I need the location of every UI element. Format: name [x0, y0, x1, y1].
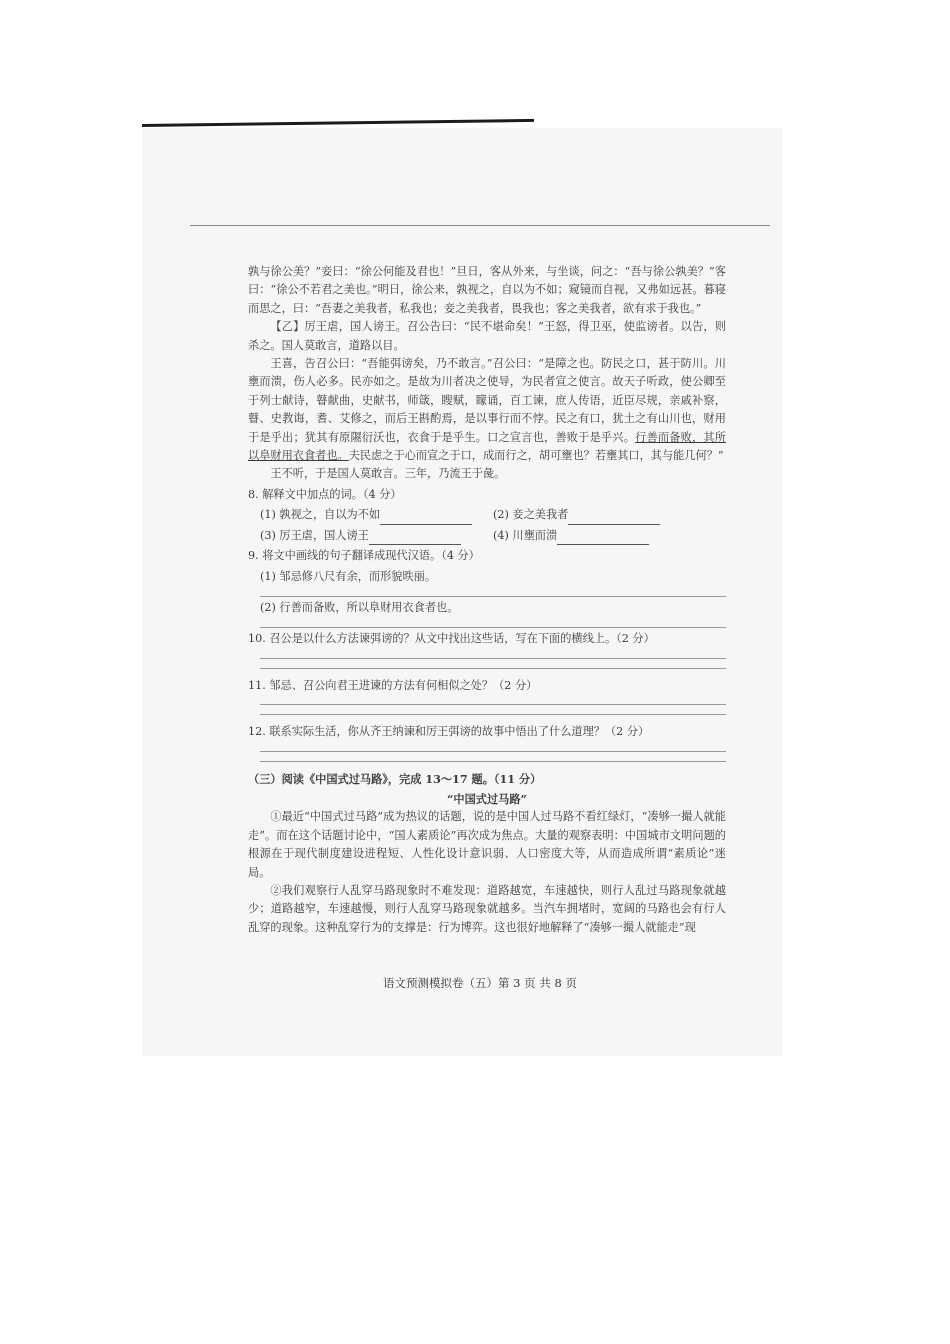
question-10-stem: 10. 召公是以什么方法谏弭谤的？从文中找出这些话，写在下面的横线上。（2 分）	[248, 632, 655, 646]
answer-blank[interactable]	[568, 512, 660, 525]
passage-a-paragraph: 孰与徐公美？”妾曰：“徐公何能及君也！”旦日，客从外来，与坐谈，问之：“吾与徐公孰美？”客曰：“徐公不若君之美也。”明日，徐公来，孰视之，自以为不如；窥镜而自视，又弗如远甚。暮寝而思之，曰：“吾妻之美我者，私我也；妾之美我者，畏我也；客之美我者，欲有求于我也。”	[248, 265, 726, 315]
passage-b-paragraph-1: 【乙】厉王虐，国人谤王。召公告曰：“民不堪命矣！”王怒，得卫巫，使监谤者。以告，则杀之。国人莫敢言，道路以目。	[248, 320, 726, 352]
question-12-stem: 12. 联系实际生活，你从齐王纳谏和厉王弭谤的故事中悟出了什么道理？（2 分）	[248, 725, 650, 739]
answer-line[interactable]	[260, 705, 726, 715]
passage-b-paragraph-2	[248, 355, 726, 465]
question-8-stem: 8. 解释文中加点的词。（4 分）	[248, 487, 402, 501]
passage-b-p2-tail: 夫民虑之于心而宣之于口，成而行之，胡可壅也？若壅其口，其与能几何？”	[348, 449, 724, 463]
question-8-row-1	[260, 506, 726, 524]
answer-blank[interactable]	[380, 512, 472, 525]
question-9-item-2: (2) 行善而备败，所以阜财用衣食者也。	[260, 600, 459, 614]
answer-line[interactable]	[260, 617, 726, 628]
question-8-row-2	[260, 527, 726, 545]
answer-line[interactable]	[260, 649, 726, 659]
exam-content	[248, 263, 726, 937]
passage-b-underlined-sentence: 行善而备败，其所以阜财用衣食者也。	[248, 430, 726, 463]
scan-edge-stroke	[142, 119, 534, 127]
answer-line[interactable]	[260, 586, 726, 597]
answer-line[interactable]	[260, 659, 726, 669]
answer-line[interactable]	[260, 752, 726, 762]
question-8-item-1: (1) 孰视之，自以为不如	[260, 506, 493, 524]
passage-b-p2-lead: 王喜，告召公曰：“吾能弭谤矣，乃不敢言。”召公曰：“是障之也。防民之口，甚于防川。川壅而溃，伤人必多。民亦如之。是故为川者决之使导，为民者宣之使言。故天子听政，使公卿至于列士献诗，瞽献曲，史献书，师箴，瞍赋，矇诵，百工谏，庶人传语，近臣尽规，亲戚补察，瞽、史教诲，耆、艾修之，而后王斟酌焉，是以事行而不悖。民之有口，犹土之有山川也，财用于是乎出；犹其有原隰衍沃也，衣食于是乎生。口之宣言也，善败于是乎兴。	[248, 357, 726, 444]
question-9-stem: 9. 将文中画线的句子翻译成现代汉语。（4 分）	[248, 549, 480, 563]
question-8-item-4: (4) 川壅而溃	[493, 527, 726, 545]
passage-b-paragraph-3: 王不听，于是国人莫敢言。三年，乃流王于彘。	[270, 467, 506, 481]
question-9-item-1: (1) 邹忌修八尺有余，而形貌昳丽。	[260, 569, 437, 583]
section-3-heading: （三）阅读《中国式过马路》，完成 13～17 题。（11 分）	[248, 771, 542, 786]
question-8-item-3: (3) 厉王虐，国人谤王	[260, 527, 493, 545]
header-rule	[190, 225, 770, 226]
answer-blank[interactable]	[557, 532, 649, 545]
page-footer: 语文预测模拟卷（五）第 3 页 共 8 页	[383, 976, 577, 990]
question-8-item-2: (2) 妾之美我者	[493, 506, 726, 524]
article-title: “中国式过马路”	[447, 791, 527, 806]
answer-line[interactable]	[260, 742, 726, 752]
article-paragraph-2: ②我们观察行人乱穿马路现象时不难发现：道路越宽，车速越快，则行人乱过马路现象就越少；道路越窄，车速越慢，则行人乱穿马路现象就越多。当汽车拥堵时，宽阔的马路也会有行人乱穿的现象。这种乱穿行为的支撑是：行为博弈。这也很好地解释了“凑够一撮人就能走”现	[248, 883, 726, 934]
article-paragraph-1: ①最近“中国式过马路”成为热议的话题，说的是中国人过马路不看红绿灯，“凑够一撮人就能走”。而在这个话题讨论中，“国人素质论”再次成为焦点。大量的观察表明：中国城市文明问题的根源在于现代制度建设进程短、人性化设计意识弱、人口密度大等，从而造成所谓“素质论”迷局。	[248, 810, 726, 879]
answer-line[interactable]	[260, 695, 726, 705]
answer-blank[interactable]	[369, 532, 461, 545]
question-11-stem: 11. 邹忌、召公向君王进谏的方法有何相似之处？（2 分）	[248, 678, 538, 692]
